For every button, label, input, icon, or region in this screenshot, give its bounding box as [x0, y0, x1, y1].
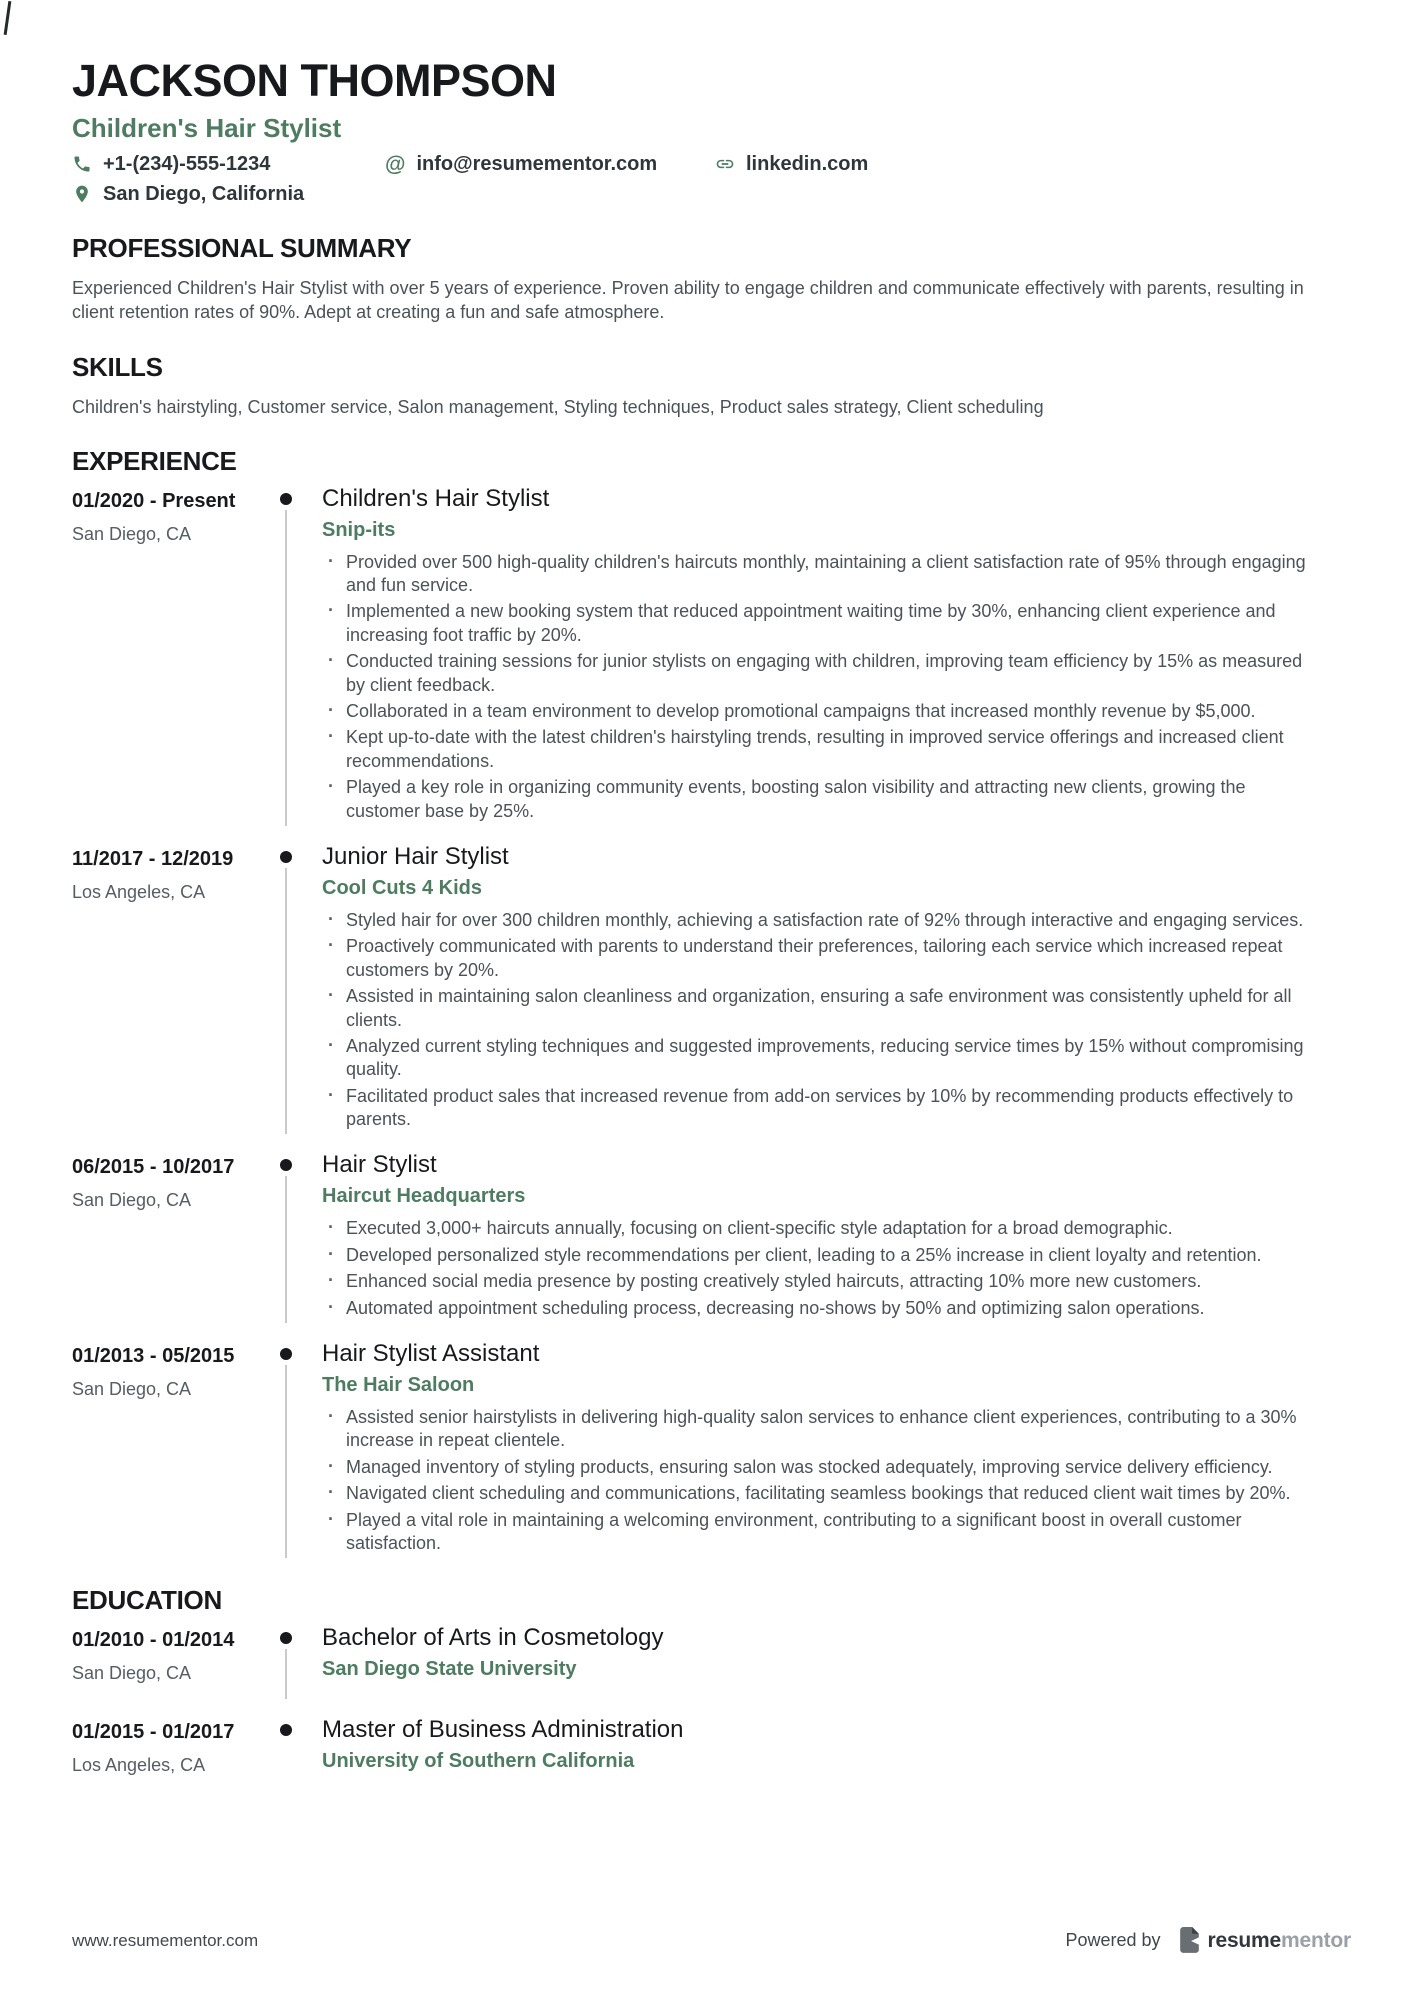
job-bullet: · Managed inventory of styling products, ensuring salon was stocked adequately, improving service delivery efficiency.	[322, 1456, 1307, 1479]
brand-name-bold: resume	[1207, 1928, 1282, 1952]
education-entry	[72, 1623, 1307, 1699]
timeline-dot	[280, 1632, 292, 1644]
job-location: San Diego, CA	[72, 1379, 192, 1400]
timeline-line	[285, 1176, 287, 1323]
email-address: info@resumementor.com	[416, 152, 658, 175]
education-dates: 01/2010 - 01/2014	[72, 1628, 235, 1651]
summary-heading: PROFESSIONAL SUMMARY	[72, 232, 412, 263]
job-bullet: · Played a vital role in maintaining a welcoming environment, contributing to a significant boost in overall customer satisfaction.	[322, 1509, 1307, 1556]
summary-text: Experienced Children's Hair Stylist with over 5 years of experience. Proven ability to engage children and communicate effectively with parents, resulting in client retention rates of 90%. Adept at creating a fun and safe atmosphere.	[72, 277, 1304, 323]
education-dates: 01/2015 - 01/2017	[72, 1720, 235, 1743]
experience-entry	[72, 1339, 1307, 1558]
experience-entry	[72, 842, 1307, 1135]
job-bullet: · Enhanced social media presence by posting creatively styled haircuts, attracting 10% more new customers.	[322, 1270, 1307, 1293]
timeline	[250, 484, 322, 826]
website-item[interactable]	[715, 153, 1307, 176]
timeline	[250, 1623, 322, 1699]
school-name: San Diego State University	[322, 1657, 577, 1680]
job-company: Haircut Headquarters	[322, 1185, 526, 1208]
job-bullet: · Assisted in maintaining salon cleanliness and organization, ensuring a safe environment was consistently upheld for all clients.	[322, 985, 1307, 1032]
section-skills	[72, 352, 1307, 420]
education-meta	[72, 1715, 250, 1791]
job-bullets	[322, 1217, 1307, 1320]
footer-website-link[interactable]: www.resumementor.com	[72, 1930, 259, 1950]
timeline-line	[285, 1649, 287, 1699]
job-bullets	[322, 1406, 1307, 1555]
job-location: San Diego, CA	[72, 523, 192, 544]
brand-logo-icon	[1177, 1926, 1202, 1955]
job-location: Los Angeles, CA	[72, 881, 206, 902]
experience-heading: EXPERIENCE	[72, 446, 237, 477]
job-bullet: · Analyzed current styling techniques and suggested improvements, reducing service times by 15% without compromising quality.	[322, 1035, 1307, 1082]
job-dates: 06/2015 - 10/2017	[72, 1156, 235, 1179]
phone-item[interactable]	[72, 153, 385, 176]
skills-text: Children's hairstyling, Customer service, Salon management, Styling techniques, Product sales strategy, Client scheduling	[72, 397, 1044, 417]
candidate-name: JACKSON THOMPSON	[72, 55, 557, 106]
job-bullet: · Developed personalized style recommendations per client, leading to a 25% increase in client loyalty and retention.	[322, 1244, 1307, 1267]
timeline-dot	[280, 1159, 292, 1171]
job-bullet: · Conducted training sessions for junior stylists on engaging with children, improving team efficiency by 15% as measured by client feedback.	[322, 650, 1307, 697]
job-company: Cool Cuts 4 Kids	[322, 876, 483, 899]
job-title: Children's Hair Stylist	[322, 484, 550, 512]
job-dates: 01/2020 - Present	[72, 489, 236, 512]
section-education	[72, 1585, 1307, 1790]
brand-name	[1208, 1929, 1352, 1953]
education-location: Los Angeles, CA	[72, 1754, 206, 1775]
skills-heading: SKILLS	[72, 351, 163, 382]
job-bullet: · Assisted senior hairstylists in delivering high-quality salon services to enhance client experiences, contributing to a 30% increase in repeat clientele.	[322, 1406, 1307, 1453]
pin-icon	[72, 184, 92, 204]
job-bullets	[322, 551, 1307, 823]
job-location: San Diego, CA	[72, 1190, 192, 1211]
job-dates: 01/2013 - 05/2015	[72, 1345, 235, 1368]
degree-title: Master of Business Administration	[322, 1715, 684, 1743]
website-link: linkedin.com	[746, 152, 869, 175]
location-item	[72, 183, 1307, 206]
timeline-line	[285, 868, 287, 1135]
education-details	[322, 1623, 1307, 1699]
education-meta	[72, 1623, 250, 1699]
education-heading: EDUCATION	[72, 1585, 222, 1616]
job-dates: 11/2017 - 12/2019	[72, 847, 234, 870]
timeline	[250, 1715, 322, 1791]
link-icon	[715, 154, 735, 174]
job-details	[322, 484, 1307, 826]
job-bullets	[322, 909, 1307, 1132]
job-meta	[72, 1339, 250, 1558]
job-company: Snip-its	[322, 518, 396, 541]
section-experience	[72, 446, 1307, 1558]
experience-entry	[72, 484, 1307, 826]
location-text: San Diego, California	[103, 182, 305, 205]
experience-entries	[72, 484, 1307, 1559]
timeline	[250, 1339, 322, 1558]
timeline-dot	[280, 851, 292, 863]
powered-by-label: Powered by	[1065, 1930, 1161, 1950]
brand-logo[interactable]	[1177, 1926, 1352, 1955]
education-location: San Diego, CA	[72, 1662, 192, 1683]
job-title: Hair Stylist	[322, 1151, 437, 1179]
job-meta	[72, 484, 250, 826]
job-bullet: · Provided over 500 high-quality children's haircuts monthly, maintaining a client satisfaction rate of 95% through engaging and fun service.	[322, 551, 1307, 598]
education-entry	[72, 1715, 1307, 1791]
degree-title: Bachelor of Arts in Cosmetology	[322, 1623, 664, 1651]
job-bullet: · Styled hair for over 300 children monthly, achieving a satisfaction rate of 92% through interactive and engaging services.	[322, 909, 1307, 932]
brand-name-light: mentor	[1281, 1928, 1351, 1952]
powered-by	[1065, 1926, 1351, 1955]
timeline-dot	[280, 493, 292, 505]
job-bullet: · Collaborated in a team environment to develop promotional campaigns that increased monthly revenue by $5,000.	[322, 700, 1307, 723]
school-name: University of Southern California	[322, 1749, 635, 1772]
education-entries	[72, 1623, 1307, 1791]
timeline-dot	[280, 1724, 292, 1736]
job-details	[322, 1339, 1307, 1558]
phone-icon	[72, 154, 92, 174]
job-title: Junior Hair Stylist	[322, 842, 509, 870]
timeline-line	[285, 1365, 287, 1558]
job-bullet: · Kept up-to-date with the latest children's hairstyling trends, resulting in improved service offerings and increased client recommendations.	[322, 726, 1307, 773]
job-bullet: · Facilitated product sales that increased revenue from add-on services by 10% by recommending products effectively to parents.	[322, 1085, 1307, 1132]
job-meta	[72, 1150, 250, 1323]
job-bullet: · Executed 3,000+ haircuts annually, focusing on client-specific style adaptation for a broad demographic.	[322, 1217, 1307, 1240]
job-bullet: · Implemented a new booking system that reduced appointment waiting time by 30%, enhancing client experience and increasing foot traffic by 20%.	[322, 600, 1307, 647]
job-details	[322, 1150, 1307, 1323]
job-bullet: · Played a key role in organizing community events, boosting salon visibility and attracting new clients, growing the customer base by 25%.	[322, 776, 1307, 823]
timeline-dot	[280, 1348, 292, 1360]
experience-entry	[72, 1150, 1307, 1323]
job-bullet: · Proactively communicated with parents to understand their preferences, tailoring each service which increased repeat customers by 20%.	[322, 935, 1307, 982]
phone-number: +1-(234)-555-1234	[103, 152, 271, 175]
at-icon: @	[385, 152, 406, 176]
footer	[72, 1926, 1351, 1955]
email-item[interactable]	[385, 153, 715, 176]
candidate-title: Children's Hair Stylist	[72, 112, 342, 143]
timeline	[250, 1150, 322, 1323]
job-details	[322, 842, 1307, 1135]
timeline	[250, 842, 322, 1135]
job-company: The Hair Saloon	[322, 1374, 475, 1397]
job-meta	[72, 842, 250, 1135]
timeline-line	[285, 510, 287, 826]
section-professional-summary	[72, 233, 1307, 325]
job-bullet: · Automated appointment scheduling process, decreasing no-shows by 50% and optimizing salon operations.	[322, 1297, 1307, 1320]
job-bullet: · Navigated client scheduling and communications, facilitating seamless bookings that reduced client wait times by 20%.	[322, 1482, 1307, 1505]
education-details	[322, 1715, 1307, 1791]
job-title: Hair Stylist Assistant	[322, 1340, 540, 1368]
contact-info	[72, 153, 1307, 206]
